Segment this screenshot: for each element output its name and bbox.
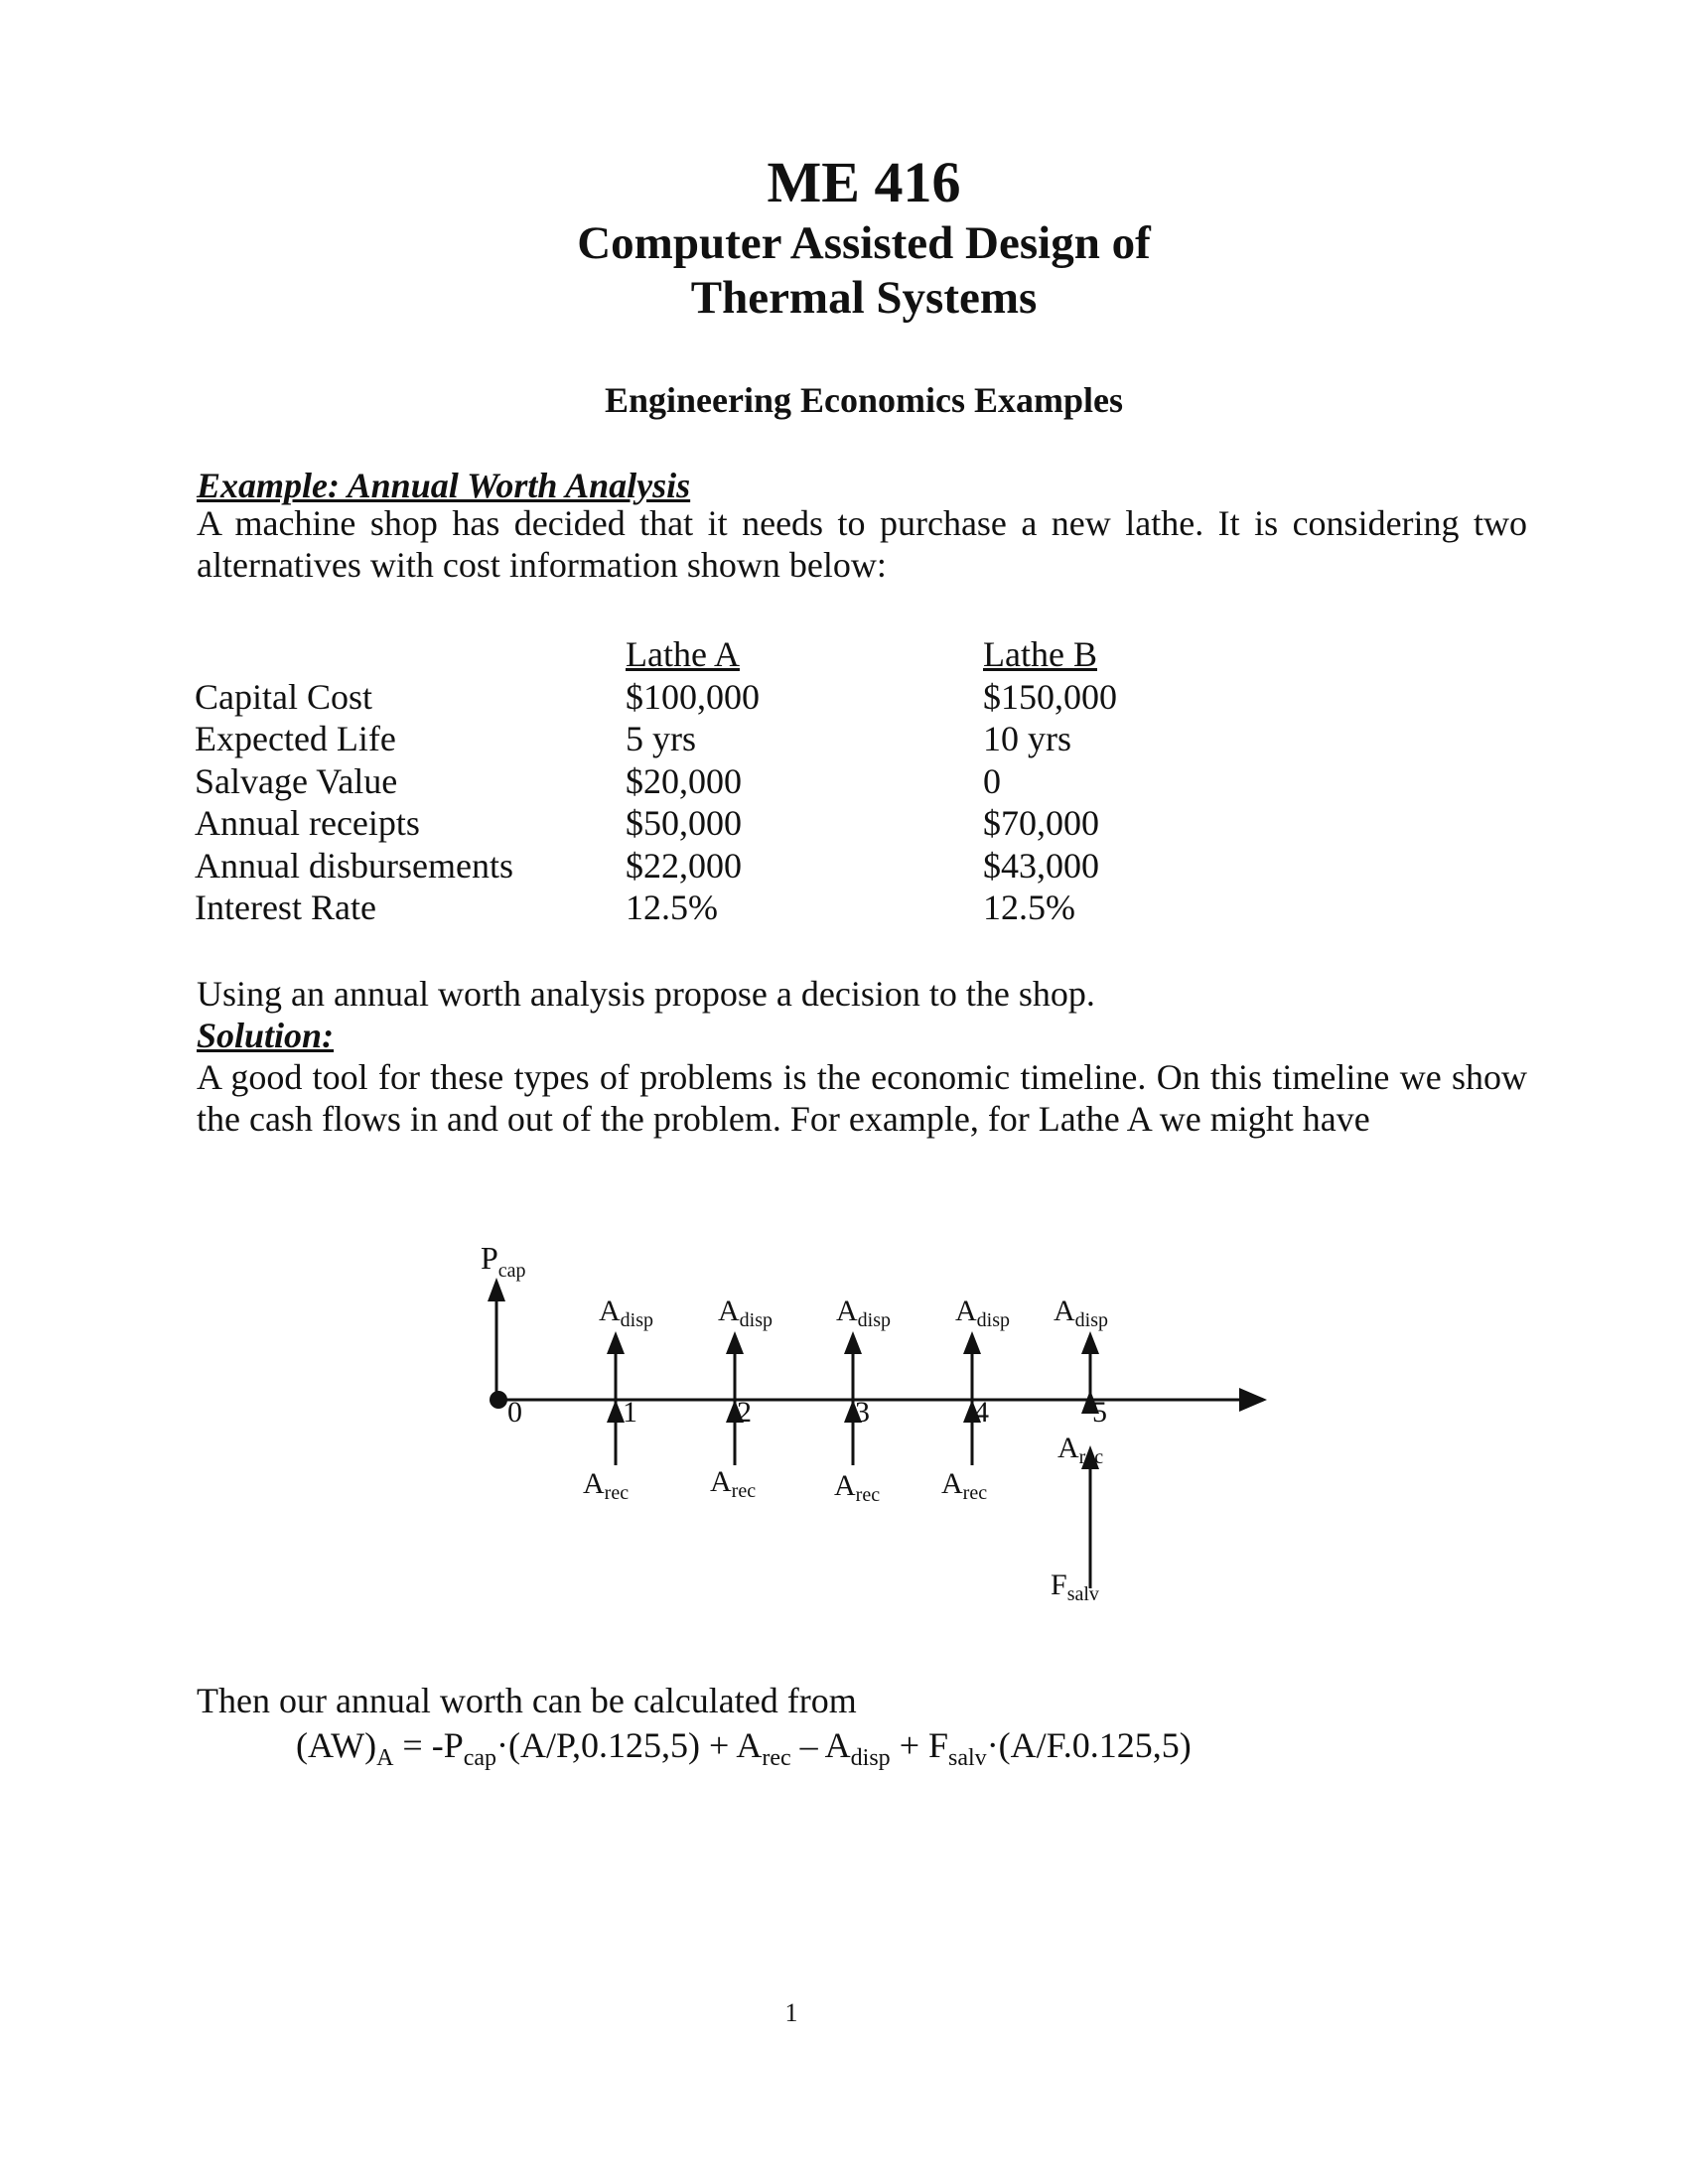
course-title-line-2: Thermal Systems xyxy=(690,272,1038,324)
period-label-4: 4 xyxy=(974,1396,989,1429)
lathe-b-value: $70,000 xyxy=(983,803,1099,843)
solution-title: Solution: xyxy=(197,1016,335,1055)
timeline-axis-arrowhead xyxy=(1239,1388,1267,1412)
row-label: Capital Cost xyxy=(195,676,372,717)
lathe-a-value: $20,000 xyxy=(626,760,742,801)
adisp-arrowhead xyxy=(844,1331,862,1354)
adisp-arrowhead xyxy=(1081,1331,1099,1354)
row-label: Interest Rate xyxy=(195,887,376,927)
cost-table-header-lathe-a: Lathe A xyxy=(626,634,740,674)
lathe-b-value: 12.5% xyxy=(983,887,1075,927)
row-label: Salvage Value xyxy=(195,760,398,801)
lathe-a-value: $100,000 xyxy=(626,676,760,717)
adisp-arrowhead xyxy=(963,1331,981,1354)
arec-label-3: $A_{rec}$ xyxy=(834,1469,881,1506)
timeline-origin-dot xyxy=(490,1391,507,1409)
period-label-2: 2 xyxy=(737,1396,752,1429)
arec-label-5: $A_{rec}$ xyxy=(1057,1432,1104,1468)
course-title-line-1: Computer Assisted Design of xyxy=(577,217,1151,269)
lathe-b-value: $43,000 xyxy=(983,845,1099,886)
arec-label-2: $A_{rec}$ xyxy=(710,1465,757,1502)
lathe-b-value: $150,000 xyxy=(983,676,1117,717)
section-heading: Engineering Economics Examples xyxy=(604,380,1124,420)
cost-table-header-lathe-b: Lathe B xyxy=(983,634,1097,674)
lathe-b-value: 0 xyxy=(983,760,1001,801)
solution-text: A good tool for these types of problems is the economic timeline. On this timeline we show the cash flows in and out of the problem. For example, for Lathe A we might have xyxy=(197,1057,1527,1139)
period-label-0: 0 xyxy=(507,1396,522,1429)
period-label-3: 3 xyxy=(855,1396,870,1429)
adisp-arrowhead xyxy=(726,1331,744,1354)
course-code: ME 416 xyxy=(767,150,961,214)
adisp-label-4: $A_{disp}$ xyxy=(955,1295,1011,1331)
period-label-1: 1 xyxy=(623,1396,637,1429)
lathe-a-value: 5 yrs xyxy=(626,719,696,758)
pcap-label: $P_{cap}$ xyxy=(481,1240,526,1282)
arec-label-4: $A_{rec}$ xyxy=(941,1467,988,1504)
adisp-label-1: $A_{disp}$ xyxy=(599,1295,654,1331)
pcap-arrow xyxy=(488,1278,505,1400)
example-question: Using an annual worth analysis propose a decision to the shop. xyxy=(197,974,1095,1014)
row-label: Annual disbursements xyxy=(195,845,513,886)
adisp-arrowhead xyxy=(607,1331,625,1354)
annual-worth-equation: $(AW)_A = -P_{cap}\cdot(A/P,0.125,5) + A_{rec} - A_{disp} + F_{salv}\cdot(A/F.0.125,5)$ xyxy=(296,1725,1192,1771)
then-text: Then our annual worth can be calculated from xyxy=(197,1681,857,1720)
arec-label-1: $A_{rec}$ xyxy=(583,1467,630,1504)
adisp-label-5: $A_{disp}$ xyxy=(1054,1295,1109,1331)
lathe-a-value: 12.5% xyxy=(626,887,718,927)
adisp-label-2: $A_{disp}$ xyxy=(718,1295,774,1331)
page-number: 1 xyxy=(784,1998,798,2027)
row-label: Expected Life xyxy=(195,719,396,758)
lathe-a-value: $50,000 xyxy=(626,803,742,843)
example-title: Example: Annual Worth Analysis xyxy=(197,466,691,505)
fsalv-label: $F_{salv}$ xyxy=(1051,1569,1099,1605)
period-label-5: 5 xyxy=(1092,1396,1107,1429)
lathe-a-value: $22,000 xyxy=(626,845,742,886)
example-intro: A machine shop has decided that it needs to purchase a new lathe. It is considering two alternatives with cost information shown below: xyxy=(197,503,1527,585)
adisp-label-3: $A_{disp}$ xyxy=(836,1295,892,1331)
row-label: Annual receipts xyxy=(195,803,420,843)
lathe-b-value: 10 yrs xyxy=(983,719,1071,758)
